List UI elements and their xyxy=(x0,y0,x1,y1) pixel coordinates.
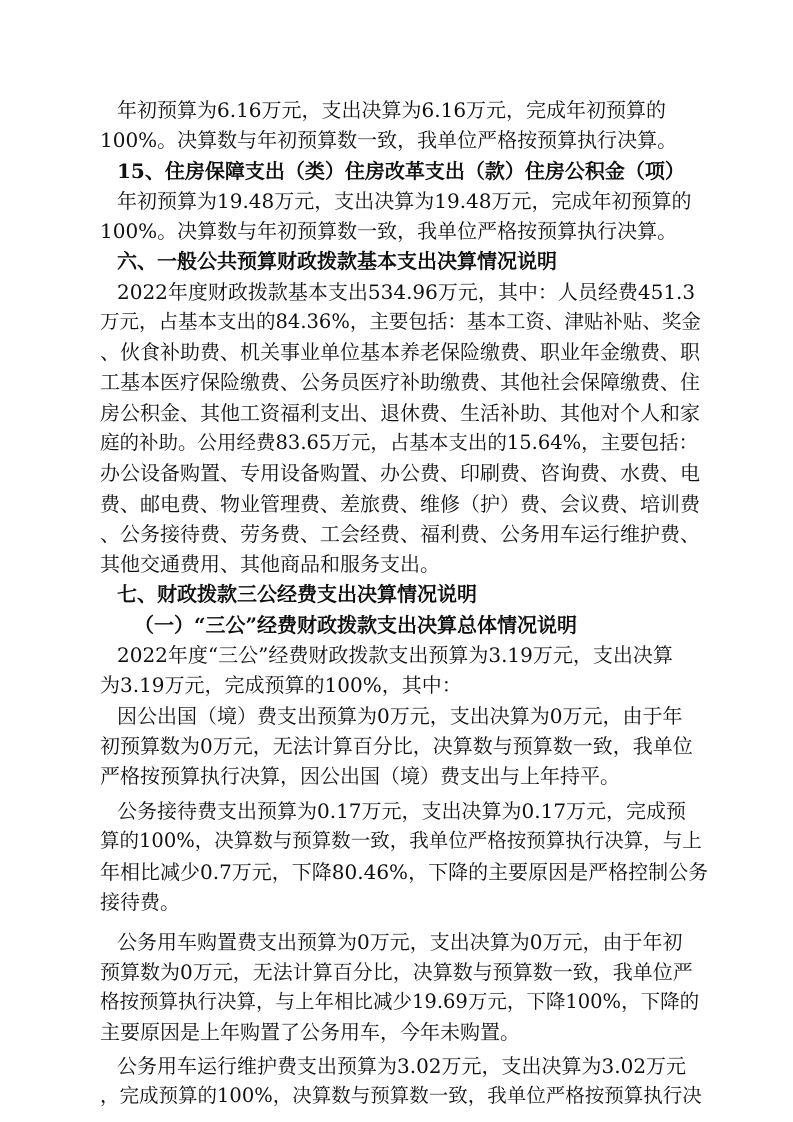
text-line: 接待费。 xyxy=(100,890,180,914)
text-line: 办公设备购置、专用设备购置、办公费、印刷费、咨询费、水费、电 xyxy=(100,461,700,485)
text-line: 公务用车购置费支出预算为0万元，支出决算为0万元，由于年初 xyxy=(117,930,683,954)
text-line: ，完成预算的100%，决算数与预算数一致，我单位严格按预算执行决 xyxy=(100,1084,702,1107)
text-line: 公务接待费支出预算为0.17万元，支出决算为0.17万元，完成预 xyxy=(117,799,687,823)
text-line: 、公务接待费、劳务费、工会经费、福利费、公务用车运行维护费、 xyxy=(100,522,700,546)
text-line: 严格按预算执行决算，因公出国（境）费支出与上年持平。 xyxy=(100,764,620,788)
text-line: 、伙食补助费、机关事业单位基本养老保险缴费、职业年金缴费、职 xyxy=(100,340,700,364)
text-line: 工基本医疗保险缴费、公务员医疗补助缴费、其他社会保障缴费、住 xyxy=(100,370,700,394)
text-line: 公务用车运行维护费支出预算为3.02万元，支出决算为3.02万元 xyxy=(117,1054,687,1078)
text-line: 因公出国（境）费支出预算为0万元，支出决算为0万元，由于年 xyxy=(117,704,683,728)
text-line: 算的100%，决算数与预算数一致，我单位严格按预算执行决算，与上 xyxy=(100,829,702,852)
text-line: 主要原因是上年购置了公务用车，今年未购置。 xyxy=(100,1020,520,1044)
text-line: 年初预算为19.48万元，支出决算为19.48万元，完成年初预算的 xyxy=(117,189,692,213)
text-line: 100%。决算数与年初预算数一致，我单位严格按预算执行决算。 xyxy=(100,219,678,243)
text-line: 庭的补助。公用经费83.65万元，占基本支出的15.64%，主要包括： xyxy=(100,431,699,454)
text-line: 2022年度财政拨款基本支出534.96万元，其中：人员经费451.3 xyxy=(117,280,696,304)
text-line: 其他交通费用、其他商品和服务支出。 xyxy=(100,552,440,576)
text-line: 年相比减少0.7万元，下降80.46%，下降的主要原因是严格控制公务 xyxy=(100,860,709,884)
subsection-heading: （一）“三公”经费财政拨款支出决算总体情况说明 xyxy=(134,613,578,637)
section-heading: 七、财政拨款三公经费支出决算情况说明 xyxy=(117,582,477,606)
text-line: 万元，占基本支出的84.36%，主要包括：基本工资、津贴补贴、奖金 xyxy=(100,310,701,333)
text-line: 格按预算执行决算，与上年相比减少19.69万元，下降100%，下降的 xyxy=(100,990,700,1013)
text-line: 为3.19万元，完成预算的100%，其中： xyxy=(100,673,462,697)
section-heading: 六、一般公共预算财政拨款基本支出决算情况说明 xyxy=(117,249,557,273)
text-line: 房公积金、其他工资福利支出、退休费、生活补助、其他对个人和家 xyxy=(100,401,700,425)
text-line: 100%。决算数与年初预算数一致，我单位严格按预算执行决算。 xyxy=(100,128,678,152)
text-line: 2022年度“三公”经费财政拨款支出预算为3.19万元，支出决算 xyxy=(117,643,673,667)
section-heading: 15、住房保障支出（类）住房改革支出（款）住房公积金（项） xyxy=(117,159,685,183)
text-line: 初预算数为0万元，无法计算百分比，决算数与预算数一致，我单位 xyxy=(100,734,693,758)
text-line: 年初预算为6.16万元，支出决算为6.16万元，完成年初预算的 xyxy=(117,98,667,122)
text-line: 费、邮电费、物业管理费、差旅费、维修（护）费、会议费、培训费 xyxy=(100,492,700,516)
text-line: 预算数为0万元，无法计算百分比，决算数与预算数一致，我单位严 xyxy=(100,960,693,984)
